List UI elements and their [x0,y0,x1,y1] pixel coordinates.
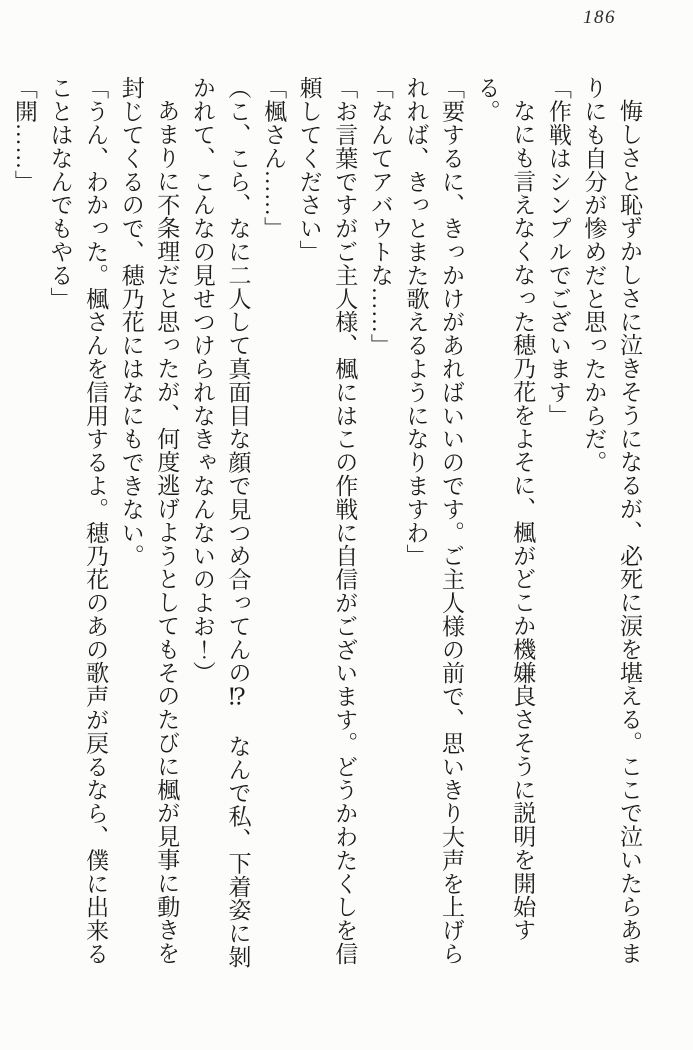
text-line: ことはなんでもやる」 [47,76,73,310]
text-line: あまりに不条理だと思ったが、何度逃げようとしてもそのたびに楓が見事に動きを [154,99,180,965]
text-line: 封じてくるので、穂乃花にはなにもできない。 [118,76,144,568]
text-line: 「楓さん……」 [261,76,287,240]
page-number: 186 [583,7,616,28]
text-line: 「うん、わかった。楓さんを信用するよ。穂乃花のあの歌声が戻るなら、僕に出来る [83,76,109,966]
text-line: 「作戦はシンプルでございます」 [545,76,571,427]
text-line: 「なんてアバウトな……」 [367,76,393,357]
text-line: れれば、きっとまた歌えるようになりますわ」 [403,76,429,568]
text-line: 頼してください」 [296,76,322,264]
text-line: なにも言えなくなった穂乃花をよそに、楓がどこか機嫌良さそうに説明を開始する。 [474,76,536,942]
text-line: かれて、こんなの見せつけられなきゃなんないのよお！） [189,76,215,685]
text-line: 「開……」 [11,76,37,193]
text-line: 悔しさと恥ずかしさに泣きそうになるが、必死に涙を堪える。ここで泣いたらあま [617,99,642,965]
text-line: りにも自分が惨めだと思ったからだ。 [581,76,607,474]
text-line: 「要するに、きっかけがあればいいのです。ご主人様の前で、思いきり大声を上げら [439,76,465,966]
vertical-text-block [6,76,647,970]
text-line: 「お言葉ですがご主人様、楓にはこの作戦に自信がございます。どうかわたくしを信 [332,76,358,966]
text-line: （こ、こら、なに二人して真面目な顔で見つめ合ってんの⁉ なんで私、下着姿に剝 [225,76,251,969]
